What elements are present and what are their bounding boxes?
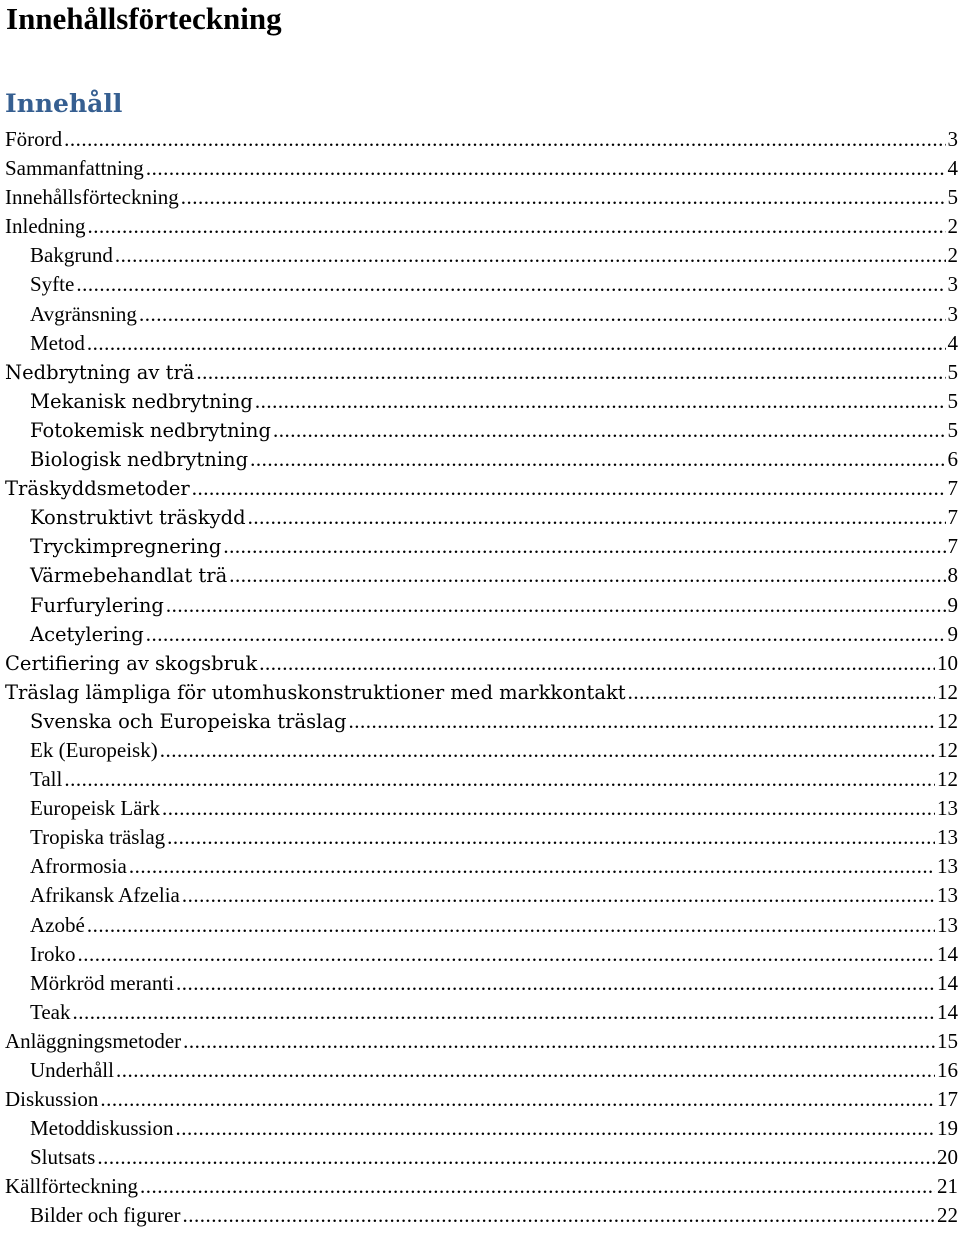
toc-entry-page-number: 3 xyxy=(947,301,958,326)
toc-entry-page-number: 14 xyxy=(937,941,958,966)
toc-entry-label: Bakgrund xyxy=(30,243,113,268)
toc-entry-label: Metoddiskussion xyxy=(30,1116,174,1141)
toc-dot-leader xyxy=(76,270,945,299)
toc-entry[interactable] xyxy=(0,329,960,358)
toc-entry-label: Svenska och Europeiska träslag xyxy=(30,709,347,733)
toc-dot-leader xyxy=(196,358,945,387)
toc-entry-label: Mörkröd meranti xyxy=(30,970,175,995)
toc-entry-page-number: 20 xyxy=(937,1145,958,1170)
toc-entry[interactable] xyxy=(0,183,960,212)
toc-entry[interactable] xyxy=(0,387,960,416)
toc-entry[interactable] xyxy=(0,881,960,910)
toc-dot-leader xyxy=(87,212,945,241)
toc-entry-page-number: 4 xyxy=(947,330,958,355)
toc-entry[interactable] xyxy=(0,212,960,241)
toc-entry-label: Källförteckning xyxy=(5,1174,138,1199)
toc-entry-label: Tryckimpregnering xyxy=(30,535,222,559)
toc-entry-label: Tall xyxy=(30,767,63,792)
toc-dot-leader xyxy=(78,940,936,969)
toc-dot-leader xyxy=(87,329,946,358)
toc-entry-label: Afrikansk Afzelia xyxy=(30,883,180,908)
toc-entry[interactable] xyxy=(0,532,960,561)
toc-dot-leader xyxy=(250,445,945,474)
toc-entry[interactable] xyxy=(0,561,960,590)
toc-entry[interactable] xyxy=(0,649,960,678)
toc-entry-label: Innehållsförteckning xyxy=(5,185,179,210)
toc-entry-page-number: 9 xyxy=(947,621,958,646)
toc-entry-page-number: 13 xyxy=(937,825,958,850)
toc-dot-leader xyxy=(176,1114,935,1143)
toc-entry-page-number: 22 xyxy=(937,1203,958,1228)
toc-dot-leader xyxy=(176,969,935,998)
toc-dot-leader xyxy=(628,678,935,707)
toc-entry-page-number: 14 xyxy=(937,970,958,995)
toc-entry[interactable] xyxy=(0,620,960,649)
toc-entry-label: Bilder och figurer xyxy=(30,1203,181,1228)
toc-dot-leader xyxy=(116,1056,935,1085)
toc-entry-label: Iroko xyxy=(30,941,76,966)
toc-entry-page-number: 5 xyxy=(947,417,958,442)
toc-entry-page-number: 13 xyxy=(937,883,958,908)
toc-entry-label: Azobé xyxy=(30,912,85,937)
toc-entry-label: Biologisk nedbrytning xyxy=(30,448,249,472)
toc-entry-label: Inledning xyxy=(5,214,86,239)
toc-entry[interactable] xyxy=(0,707,960,736)
toc-entry-page-number: 2 xyxy=(947,243,958,268)
toc-entry-label: Certifiering av skogsbruk xyxy=(5,651,258,675)
toc-entry-page-number: 13 xyxy=(937,796,958,821)
toc-entry[interactable] xyxy=(0,852,960,881)
toc-entry-page-number: 21 xyxy=(937,1174,958,1199)
page-title: Innehållsförteckning xyxy=(6,1,282,36)
toc-entry-page-number: 3 xyxy=(947,272,958,297)
toc-entry-page-number: 12 xyxy=(937,737,958,762)
toc-entry[interactable] xyxy=(0,1201,960,1230)
toc-entry-label: Avgränsning xyxy=(30,301,137,326)
toc-entry[interactable] xyxy=(0,765,960,794)
toc-entry-page-number: 2 xyxy=(947,214,958,239)
toc-entry-label: Afrormosia xyxy=(30,854,127,879)
toc-entry-label: Träskyddsmetoder xyxy=(5,477,190,501)
toc-entry[interactable] xyxy=(0,503,960,532)
toc-entry-label: Fotokemisk nedbrytning xyxy=(30,418,271,442)
toc-entry-page-number: 14 xyxy=(937,999,958,1024)
toc-dot-leader xyxy=(229,561,945,590)
table-of-contents xyxy=(0,125,960,1231)
toc-heading: Innehåll xyxy=(5,89,123,118)
toc-entry-page-number: 13 xyxy=(937,854,958,879)
toc-entry-label: Slutsats xyxy=(30,1145,96,1170)
toc-entry-page-number: 5 xyxy=(947,388,958,413)
toc-dot-leader xyxy=(64,125,945,154)
toc-entry[interactable] xyxy=(0,591,960,620)
toc-entry[interactable] xyxy=(0,300,960,329)
toc-dot-leader xyxy=(348,707,935,736)
toc-entry[interactable] xyxy=(0,940,960,969)
toc-entry[interactable] xyxy=(0,794,960,823)
toc-entry-page-number: 7 xyxy=(947,505,958,530)
toc-entry-label: Mekanisk nedbrytning xyxy=(30,389,253,413)
toc-entry-label: Träslag lämpliga för utomhuskonstruktioner med markkontakt xyxy=(5,680,626,704)
toc-dot-leader xyxy=(146,620,946,649)
toc-entry[interactable] xyxy=(0,1027,960,1056)
toc-dot-leader xyxy=(97,1143,935,1172)
toc-dot-leader xyxy=(160,736,935,765)
toc-entry-label: Anläggningsmetoder xyxy=(5,1028,182,1053)
toc-entry[interactable] xyxy=(0,154,960,183)
toc-entry-label: Syfte xyxy=(30,272,75,297)
toc-dot-leader xyxy=(146,154,946,183)
toc-entry[interactable] xyxy=(0,445,960,474)
toc-dot-leader xyxy=(223,532,945,561)
toc-entry[interactable] xyxy=(0,416,960,445)
toc-dot-leader xyxy=(183,1027,935,1056)
toc-entry[interactable] xyxy=(0,678,960,707)
toc-entry[interactable] xyxy=(0,358,960,387)
toc-dot-leader xyxy=(139,300,946,329)
toc-dot-leader xyxy=(140,1172,935,1201)
toc-entry-label: Acetylering xyxy=(30,622,144,646)
toc-dot-leader xyxy=(87,911,935,940)
toc-entry[interactable] xyxy=(0,911,960,940)
toc-entry-label: Furfurylering xyxy=(30,593,164,617)
toc-entry-page-number: 5 xyxy=(947,359,958,384)
toc-dot-leader xyxy=(273,416,946,445)
toc-entry-page-number: 8 xyxy=(947,563,958,588)
toc-entry[interactable] xyxy=(0,1056,960,1085)
toc-dot-leader xyxy=(166,591,946,620)
toc-entry-page-number: 19 xyxy=(937,1116,958,1141)
toc-dot-leader xyxy=(64,765,935,794)
toc-entry-label: Förord xyxy=(5,127,63,151)
toc-entry[interactable] xyxy=(0,125,960,154)
toc-dot-leader xyxy=(255,387,946,416)
toc-entry-label: Nedbrytning av trä xyxy=(5,360,195,384)
toc-entry-label: Tropiska träslag xyxy=(30,825,166,850)
toc-entry[interactable] xyxy=(0,270,960,299)
toc-entry[interactable] xyxy=(0,823,960,852)
toc-entry-label: Europeisk Lärk xyxy=(30,796,161,821)
toc-dot-leader xyxy=(248,503,946,532)
toc-dot-leader xyxy=(73,998,935,1027)
toc-entry-label: Värmebehandlat trä xyxy=(30,564,228,588)
toc-entry[interactable] xyxy=(0,1085,960,1114)
toc-dot-leader xyxy=(182,881,935,910)
toc-entry-page-number: 9 xyxy=(947,592,958,617)
toc-entry[interactable] xyxy=(0,474,960,503)
toc-entry-label: Underhåll xyxy=(30,1058,114,1082)
toc-dot-leader xyxy=(167,823,935,852)
toc-entry-page-number: 4 xyxy=(947,156,958,181)
toc-entry[interactable] xyxy=(0,998,960,1027)
toc-dot-leader xyxy=(162,794,935,823)
toc-entry[interactable] xyxy=(0,1172,960,1201)
toc-entry-page-number: 12 xyxy=(937,679,958,704)
toc-dot-leader xyxy=(181,183,946,212)
toc-entry[interactable] xyxy=(0,1114,960,1143)
toc-entry[interactable] xyxy=(0,1143,960,1172)
toc-entry-page-number: 13 xyxy=(937,912,958,937)
toc-entry-label: Ek (Europeisk) xyxy=(30,737,158,762)
toc-entry-label: Teak xyxy=(30,999,71,1024)
toc-dot-leader xyxy=(182,1201,935,1230)
toc-dot-leader xyxy=(259,649,935,678)
toc-entry-page-number: 15 xyxy=(937,1028,958,1053)
toc-entry[interactable] xyxy=(0,241,960,270)
toc-entry-page-number: 7 xyxy=(947,534,958,559)
toc-entry-label: Sammanfattning xyxy=(5,156,144,181)
toc-entry-label: Diskussion xyxy=(5,1087,99,1112)
toc-entry[interactable] xyxy=(0,969,960,998)
toc-dot-leader xyxy=(129,852,935,881)
toc-entry[interactable] xyxy=(0,736,960,765)
toc-entry-page-number: 12 xyxy=(937,708,958,733)
toc-dot-leader xyxy=(192,474,946,503)
toc-entry-label: Metod xyxy=(30,330,85,355)
toc-entry-page-number: 7 xyxy=(947,476,958,501)
toc-entry-page-number: 10 xyxy=(937,650,958,675)
toc-entry-page-number: 3 xyxy=(947,127,958,151)
toc-entry-label: Konstruktivt träskydd xyxy=(30,506,246,530)
toc-dot-leader xyxy=(115,241,946,270)
toc-dot-leader xyxy=(100,1085,935,1114)
toc-entry-page-number: 6 xyxy=(947,447,958,472)
toc-entry-page-number: 17 xyxy=(937,1087,958,1112)
toc-entry-page-number: 12 xyxy=(937,767,958,792)
toc-entry-page-number: 5 xyxy=(947,185,958,210)
toc-entry-page-number: 16 xyxy=(937,1058,958,1082)
